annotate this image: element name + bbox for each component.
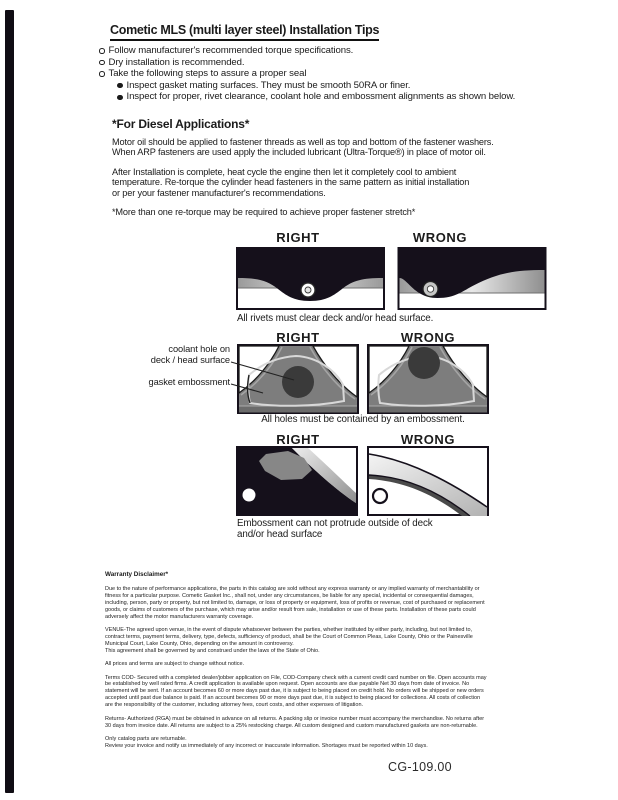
warranty-line: goods, or claims of customers of the purchase, which may arise and/or result from sale, installation or use of these parts. Installation of these parts could bbox=[105, 606, 476, 613]
warranty-line: be established by well rated firms. A credit application is available upon request. Open accounts are due payable Net 30 days from date of invoice. No bbox=[105, 681, 470, 688]
tip-text: Inspect for proper, rivet clearance, coolant hole and embossment alignments as shown below. bbox=[126, 91, 516, 103]
embossment-wrong-diagram bbox=[367, 446, 489, 516]
paragraph-line: After Installation is complete, heat cycle the engine then let it completely cool to ambient bbox=[112, 166, 457, 177]
warranty-line: Review your invoice and notify us immediately of any incorrect or inaccurate information. Shortages must be reported within 10 days. bbox=[105, 742, 428, 749]
coolant-wrong-diagram bbox=[367, 344, 489, 414]
warranty-paragraph bbox=[105, 627, 525, 655]
warranty-line: Only catalog parts are returnable. bbox=[105, 735, 187, 742]
warranty-paragraph bbox=[105, 675, 525, 710]
paragraph bbox=[112, 167, 494, 198]
annotation-line: deck / head surface bbox=[150, 354, 230, 365]
hollow-bullet-icon bbox=[99, 48, 105, 54]
wrong-label: WRONG bbox=[400, 330, 456, 345]
warranty-line: fitness for a particular purpose. Cometic Gasket Inc., shall not, under any circumstances, be liable for any special, incidental or consequential damages, bbox=[105, 592, 474, 599]
rivet-wrong-diagram bbox=[397, 247, 547, 310]
list-item bbox=[99, 45, 515, 57]
tip-text: Inspect gasket mating surfaces. They must be smooth 50RA or finer. bbox=[126, 79, 411, 91]
diagram-row-rivets bbox=[0, 230, 618, 330]
embossment-right-diagram bbox=[236, 446, 358, 516]
page-title: Cometic MLS (multi layer steel) Installation Tips bbox=[110, 23, 379, 41]
warranty-line: VENUE-The agreed upon venue, in the event of dispute whatsoever between the parties, whether instituted by either party, including, but not limited to, bbox=[105, 627, 473, 634]
warranty-paragraph bbox=[105, 716, 525, 730]
right-label: RIGHT bbox=[276, 330, 320, 345]
wrong-label: WRONG bbox=[412, 230, 468, 245]
warranty-line: contract terms, payment terms, delivery, type, defects, sufficiency of product, shall be the Court of Common Pleas, Lake County, Ohio or the Painesville bbox=[105, 633, 473, 640]
diagram-row-coolant-holes bbox=[0, 330, 618, 432]
annotation-line: coolant hole on bbox=[168, 344, 230, 354]
warranty-line: are the responsibility of the customer, including attorney fees, court costs, and other expenses of litigation. bbox=[105, 702, 364, 709]
warranty-line: accepted until past due balance is paid. If an account becomes 90 or more days past due, it is subject to being placed for collections. All costs of collection bbox=[105, 695, 481, 702]
list-item bbox=[99, 57, 515, 69]
list-item bbox=[99, 68, 515, 80]
hollow-bullet-icon bbox=[99, 71, 105, 77]
warranty-line: Returns- Authorized (RGA) must be obtained in advance on all returns. A packing slip or invoice number must accompany the merchandise. No returns after bbox=[105, 715, 485, 722]
rivet-right-diagram bbox=[236, 247, 385, 310]
right-label: RIGHT bbox=[276, 230, 320, 245]
right-label: RIGHT bbox=[276, 432, 320, 447]
warranty-line: Terms COD- Secured with a completed dealer/jobber application on File, COD-Company check with a current credit card number on file. Open accounts may bbox=[105, 674, 487, 681]
paragraph-line: Motor oil should be applied to fastener threads as well as top and bottom of the fastener washers. bbox=[112, 137, 494, 147]
warranty-line: Municipal Court, Lake County, Ohio, depending on the amount in controversy. bbox=[105, 640, 294, 647]
hollow-bullet-icon bbox=[99, 60, 105, 66]
section-heading: *For Diesel Applications* bbox=[112, 117, 250, 131]
diagram-row-embossment bbox=[0, 432, 618, 547]
diagram-caption bbox=[237, 518, 433, 540]
caption-line: and/or head surface bbox=[237, 529, 323, 540]
warranty-heading: Warranty Disclaimer* bbox=[105, 571, 169, 578]
wrong-label: WRONG bbox=[400, 432, 456, 447]
diagram-caption: All holes must be contained by an embossment. bbox=[261, 414, 465, 425]
warranty-line: 30 days from invoice date. All returns are subject to a 25% restocking charge. All custom designed and custom manufactured gaskets are non-returnable. bbox=[105, 722, 478, 729]
retorque-note: *More than one re-torque may be required to achieve proper fastener stretch* bbox=[112, 207, 416, 218]
paragraph-line: temperature. Re-torque the cylinder head fasteners in the same pattern as initial installation bbox=[112, 177, 470, 188]
coolant-right-diagram bbox=[237, 344, 359, 414]
warranty-paragraph bbox=[105, 736, 525, 750]
warranty-paragraph bbox=[105, 661, 525, 668]
page-number: CG-109.00 bbox=[388, 760, 452, 774]
warranty-line: All prices and terms are subject to change without notice. bbox=[105, 661, 245, 668]
gasket-embossment-annotation: gasket embossment bbox=[148, 377, 230, 387]
diagram-caption: All rivets must clear deck and/or head surface. bbox=[237, 313, 434, 324]
paragraph-line: When ARP fasteners are used apply the included lubricant (Ultra-Torque®) in place of motor oil. bbox=[112, 147, 486, 158]
diesel-applications-section bbox=[112, 117, 494, 226]
solid-bullet-icon bbox=[117, 83, 123, 89]
warranty-line: Due to the nature of performance applications, the parts in this catalog are sold without any express warranty or any implied warranty of merchantability or bbox=[105, 586, 480, 592]
list-item bbox=[117, 91, 515, 103]
warranty-line: This agreement shall be governed by and construed under the laws of the State of Ohio. bbox=[105, 647, 320, 654]
tip-text: Take the following steps to assure a proper seal bbox=[108, 68, 307, 80]
paragraph bbox=[112, 137, 494, 158]
warranty-paragraph bbox=[105, 586, 525, 621]
coolant-hole-annotation bbox=[118, 344, 230, 365]
warranty-line: including, person, party or property, but not limited to, damage, or loss of property or equipment, loss of profits or revenue, cost of purchased or replacement bbox=[105, 599, 485, 606]
warranty-disclaimer-section bbox=[105, 571, 525, 756]
tip-text: Dry installation is recommended. bbox=[108, 56, 245, 68]
tip-text: Follow manufacturer's recommended torque specifications. bbox=[108, 45, 354, 56]
caption-line: Embossment can not protrude outside of deck bbox=[237, 518, 433, 529]
paragraph bbox=[112, 207, 494, 217]
installation-tips-list bbox=[99, 45, 515, 103]
paragraph-line: or per your fastener manufacturer's recommendations. bbox=[112, 187, 326, 198]
list-item bbox=[117, 80, 515, 92]
solid-bullet-icon bbox=[117, 95, 123, 101]
warranty-line: statement will be sent. If an account becomes 60 or more days past due, it is subject to being placed on credit hold. No orders will be shipped or new orders bbox=[105, 688, 484, 695]
warranty-line: adversely affect the motor manufacturers warranty coverage. bbox=[105, 613, 254, 620]
